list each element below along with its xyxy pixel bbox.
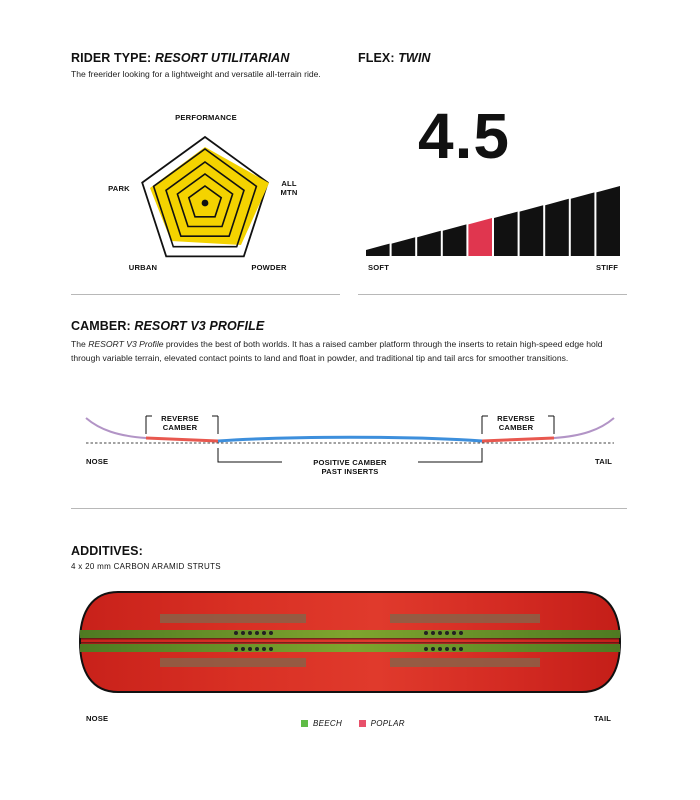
camber-reverse-tail <box>482 438 554 441</box>
camber-heading-prefix: CAMBER: <box>71 319 131 333</box>
reverse-camber-label-tail <box>484 414 548 432</box>
camber-heading <box>71 319 264 333</box>
camber-profile-name: RESORT V3 PROFILE <box>134 319 265 333</box>
flex-bar <box>545 199 569 256</box>
camber-reverse-nose <box>146 438 218 441</box>
camber-nose-tip <box>86 418 146 438</box>
additives-spec: 4 x 20 mm CARBON ARAMID STRUTS <box>71 562 221 571</box>
rider-radar-chart <box>130 125 280 265</box>
legend-beech-label: BEECH <box>313 719 343 728</box>
divider-flex <box>358 294 627 295</box>
radar-label-all-mtn-line1: ALL <box>281 179 297 188</box>
flex-bar <box>494 212 518 256</box>
carbon-strut-tail-top <box>390 614 540 623</box>
flex-bar <box>392 237 416 256</box>
reverse-camber-label-nose <box>148 414 212 432</box>
rider-type-heading <box>71 51 290 65</box>
flex-heading <box>358 51 431 65</box>
flex-bar <box>366 244 390 256</box>
center-line-1 <box>80 638 620 640</box>
flex-bar <box>443 224 467 256</box>
camber-description-body: provides the best of both worlds. It has a raised camber platform through the inserts to retain high-speed edge hold through variable terrain, elevated contact points to land and float in powder, and traditional tip and tail arcs for smoother transitions. <box>71 339 603 363</box>
camber-description-profile: RESORT V3 Profile <box>88 339 164 349</box>
positive-camber-label-line2: PAST INSERTS <box>321 467 379 476</box>
flex-bar <box>520 205 544 256</box>
reverse-camber-label-nose-line2: CAMBER <box>162 423 198 432</box>
radar-label-all-mtn <box>274 179 304 197</box>
flex-value: TWIN <box>398 51 431 65</box>
carbon-strut-nose-bottom <box>160 658 306 667</box>
flex-bar <box>571 192 595 256</box>
rider-type-heading-prefix: RIDER TYPE: <box>71 51 152 65</box>
additives-heading: ADDITIVES: <box>71 544 143 558</box>
carbon-strut-nose-top <box>160 614 306 623</box>
rider-type-value: RESORT UTILITARIAN <box>154 51 290 65</box>
camber-positive-section <box>218 437 482 441</box>
carbon-strut-tail-bottom <box>390 658 540 667</box>
legend-item-poplar <box>359 719 405 728</box>
rider-type-description: The freerider looking for a lightweight and versatile all-terrain ride. <box>71 69 321 79</box>
legend-poplar-label: POPLAR <box>370 719 405 728</box>
radar-group <box>142 137 269 256</box>
flex-heading-prefix: FLEX: <box>358 51 395 65</box>
radar-label-performance: PERFORMANCE <box>175 113 237 122</box>
radar-label-powder: POWDER <box>251 263 287 272</box>
flex-bar <box>596 186 620 256</box>
beech-strip-bottom <box>80 644 620 652</box>
beech-strip-top <box>80 630 620 638</box>
flex-bar-selected <box>468 218 492 256</box>
camber-tail-tip <box>554 418 614 438</box>
material-legend <box>301 713 405 731</box>
beech-swatch <box>301 720 308 727</box>
flex-bar-scale <box>366 186 620 256</box>
snowboard-core-illustration <box>78 590 622 694</box>
flex-stiff-label: STIFF <box>596 263 619 272</box>
reverse-camber-label-tail-line1: REVERSE <box>497 414 535 423</box>
radar-label-park: PARK <box>108 184 130 193</box>
reverse-camber-label-tail-line2: CAMBER <box>498 423 534 432</box>
poplar-swatch <box>359 720 366 727</box>
divider-camber <box>71 508 627 509</box>
legend-item-beech <box>301 719 345 728</box>
radar-label-urban: URBAN <box>128 263 158 272</box>
flex-rating-number: 4.5 <box>418 100 510 172</box>
additives-nose-label: NOSE <box>86 714 109 723</box>
radar-center-dot <box>202 200 209 207</box>
additives-tail-label: TAIL <box>594 714 612 723</box>
camber-description <box>71 337 631 365</box>
flex-soft-label: SOFT <box>368 263 390 272</box>
radar-label-all-mtn-line2: MTN <box>280 188 298 197</box>
center-line-2 <box>80 642 620 644</box>
divider-rider <box>71 294 340 295</box>
camber-nose-label: NOSE <box>86 457 109 466</box>
reverse-camber-label-nose-line1: REVERSE <box>161 414 199 423</box>
camber-description-lead: The <box>71 339 89 349</box>
positive-camber-label <box>290 458 410 476</box>
flex-bar <box>417 231 441 256</box>
camber-tail-label: TAIL <box>595 457 613 466</box>
positive-camber-label-line1: POSITIVE CAMBER <box>313 458 387 467</box>
